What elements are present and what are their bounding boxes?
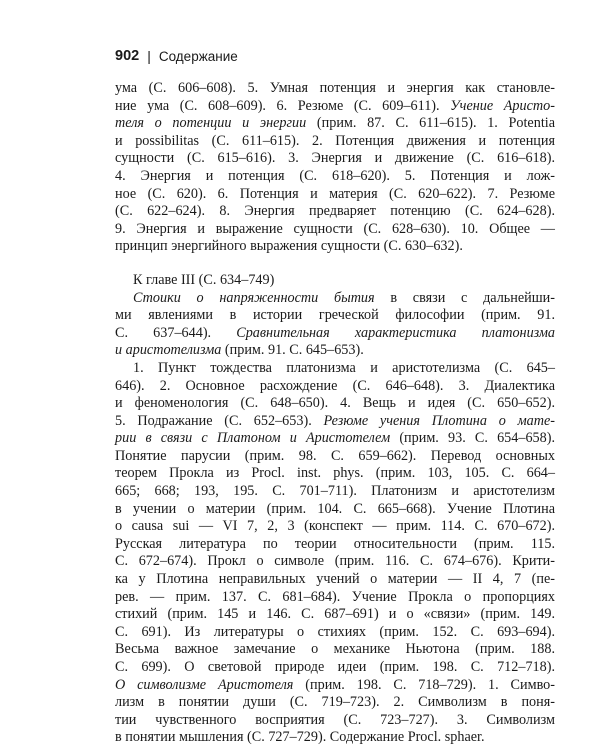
- text-line: [115, 641, 555, 659]
- text-run: 1. Пункт тождества платонизма и аристотелизма (С. 645–: [133, 359, 555, 376]
- text-line: [115, 150, 555, 168]
- text-line: [115, 307, 555, 325]
- text-run: (прим. 93. С. 654–658).: [390, 430, 555, 447]
- italic-title: О символизме Аристотеля: [115, 676, 294, 693]
- text-line: [115, 378, 555, 396]
- main-text: [115, 80, 555, 747]
- paragraph-chapter-ii-notes: [115, 80, 555, 256]
- text-run: (прим. 198. С. 718–729). 1. Симво-: [293, 676, 556, 693]
- text-line: [115, 203, 555, 221]
- text-run: (прим. 87. С. 611–615). 1. Potentia: [306, 115, 555, 132]
- text-run: С. 672–674). Прокл о символе (прим. 116. С. 674–676). Крити-: [115, 553, 555, 570]
- italic-title: Резюме учения Плотина о мате-: [323, 412, 555, 429]
- text-line: [115, 290, 555, 308]
- text-line: [115, 133, 555, 151]
- text-run: о causa sui — VI 7, 2, 3 (конспект — прим. 114. С. 670–672).: [115, 518, 555, 535]
- text-run: ума (С. 606–608). 5. Умная потенция и энергия как становле-: [115, 80, 555, 96]
- page-number: 902: [115, 48, 140, 64]
- text-line: [115, 712, 555, 730]
- text-line: [115, 589, 555, 607]
- text-run: и феноменология (С. 648–650). 4. Вещь и идея (С. 650–652).: [115, 395, 555, 412]
- text-run: ное (С. 620). 6. Потенция и материя (С. 620–622). 7. Резюме: [115, 185, 555, 202]
- text-run: ние ума (С. 608–609). 6. Резюме (С. 609–611).: [115, 97, 451, 114]
- text-line: [115, 221, 555, 239]
- text-line: [115, 536, 555, 554]
- text-line: [115, 729, 555, 747]
- text-line: [115, 325, 555, 343]
- text-line: [115, 430, 555, 448]
- text-line: [115, 465, 555, 483]
- text-line: [115, 238, 555, 256]
- text-line: [115, 395, 555, 413]
- italic-title: рии в связи с Платоном и Аристотелем: [115, 430, 391, 447]
- text-line: [115, 168, 555, 186]
- text-run: принцип энергийного выражения сущности (С. 630–632).: [115, 238, 463, 255]
- text-run: в понятии мышления (С. 727–729). Содержание Procl. sphaer.: [115, 729, 485, 746]
- text-run: ка у Плотина неправильных учений о материи — II 4, 7 (пе-: [115, 571, 555, 588]
- text-line: [115, 553, 555, 571]
- text-run: Русская литература по теории относительности (прим. 115.: [115, 535, 555, 552]
- text-run: рев. — прим. 137. С. 681–684). Учение Прокла о пропорциях: [115, 588, 555, 605]
- text-run: 665; 668; 193, 195. С. 701–711). Платонизм и аристотелизм: [115, 483, 555, 500]
- text-run: тии чувственного восприятия (С. 723–727). 3. Символизм: [115, 711, 555, 728]
- text-line: [115, 360, 555, 378]
- italic-title: Учение Аристо-: [450, 97, 555, 114]
- text-run: 9. Энергия и выражение сущности (С. 628–630). 10. Общее —: [115, 220, 555, 237]
- text-run: (прим. 91. С. 645–653).: [221, 342, 364, 359]
- text-run: лизм в понятии души (С. 719–723). 2. Символизм в поня-: [115, 694, 555, 711]
- text-line: [115, 606, 555, 624]
- italic-title: Стоики о напряженности бытия: [133, 289, 375, 306]
- text-run: С. 691). Из литературы о стихиях (прим. 152. С. 693–694).: [115, 623, 555, 640]
- text-line: [115, 413, 555, 431]
- text-run: 646). 2. Основное расхождение (С. 646–648). 3. Диалектика: [115, 377, 555, 394]
- text-line: [115, 677, 555, 695]
- text-line: [115, 501, 555, 519]
- text-run: в учении о материи (прим. 104. С. 665–668). Учение Плотина: [115, 500, 555, 517]
- text-run: теорем Прокла из Procl. inst. phys. (прим. 103, 105. С. 664–: [115, 465, 555, 482]
- text-line: [115, 98, 555, 116]
- text-line: [115, 448, 555, 466]
- text-run: 4. Энергия и потенция (С. 618–620). 5. Потенция и лож-: [115, 167, 555, 184]
- text-run: С. 637–644).: [115, 324, 237, 341]
- text-line: [115, 659, 555, 677]
- text-line: [115, 115, 555, 133]
- text-line: [115, 80, 555, 98]
- text-run: в связи с дальнейши-: [374, 289, 555, 306]
- paragraph-platonism-aristotelism: [115, 360, 555, 747]
- text-run: и possibilitas (С. 611–615). 2. Потенция движения и потенция: [115, 132, 555, 149]
- text-line: [115, 694, 555, 712]
- italic-title: и аристотелизма: [115, 342, 222, 359]
- text-run: сущности (С. 615–616). 3. Энергия и движение (С. 616–618).: [115, 150, 555, 167]
- italic-title: Сравнительная характеристика платонизма: [236, 324, 555, 341]
- text-line: [115, 483, 555, 501]
- section-title: Содержание: [158, 48, 238, 64]
- paragraph-stoics: [115, 290, 555, 360]
- text-line: [115, 342, 555, 360]
- italic-title: теля о потенции и энергии: [115, 115, 307, 132]
- text-run: Весьма важное замечание о механике Ньютона (прим. 188.: [115, 641, 555, 658]
- running-header: [115, 48, 238, 64]
- text-run: (С. 622–624). 8. Энергия предваряет потенцию (С. 624–628).: [115, 203, 555, 220]
- text-run: стихий (прим. 145 и 146. С. 687–691) и о «связи» (прим. 149.: [115, 606, 555, 623]
- text-run: С. 699). О световой природе идеи (прим. 198. С. 712–718).: [115, 659, 555, 675]
- text-run: 5. Подражание (С. 652–653).: [115, 412, 324, 429]
- text-line: [115, 571, 555, 589]
- text-line: [115, 186, 555, 204]
- text-run: ми явлениями в истории греческой философии (прим. 91.: [115, 307, 555, 324]
- text-run: Понятие парусии (прим. 98. С. 659–662). Перевод основных: [115, 447, 555, 464]
- header-separator: |: [147, 48, 151, 64]
- chapter-heading: К главе III (С. 634–749): [133, 271, 275, 288]
- text-line: [115, 624, 555, 642]
- text-line: [115, 518, 555, 536]
